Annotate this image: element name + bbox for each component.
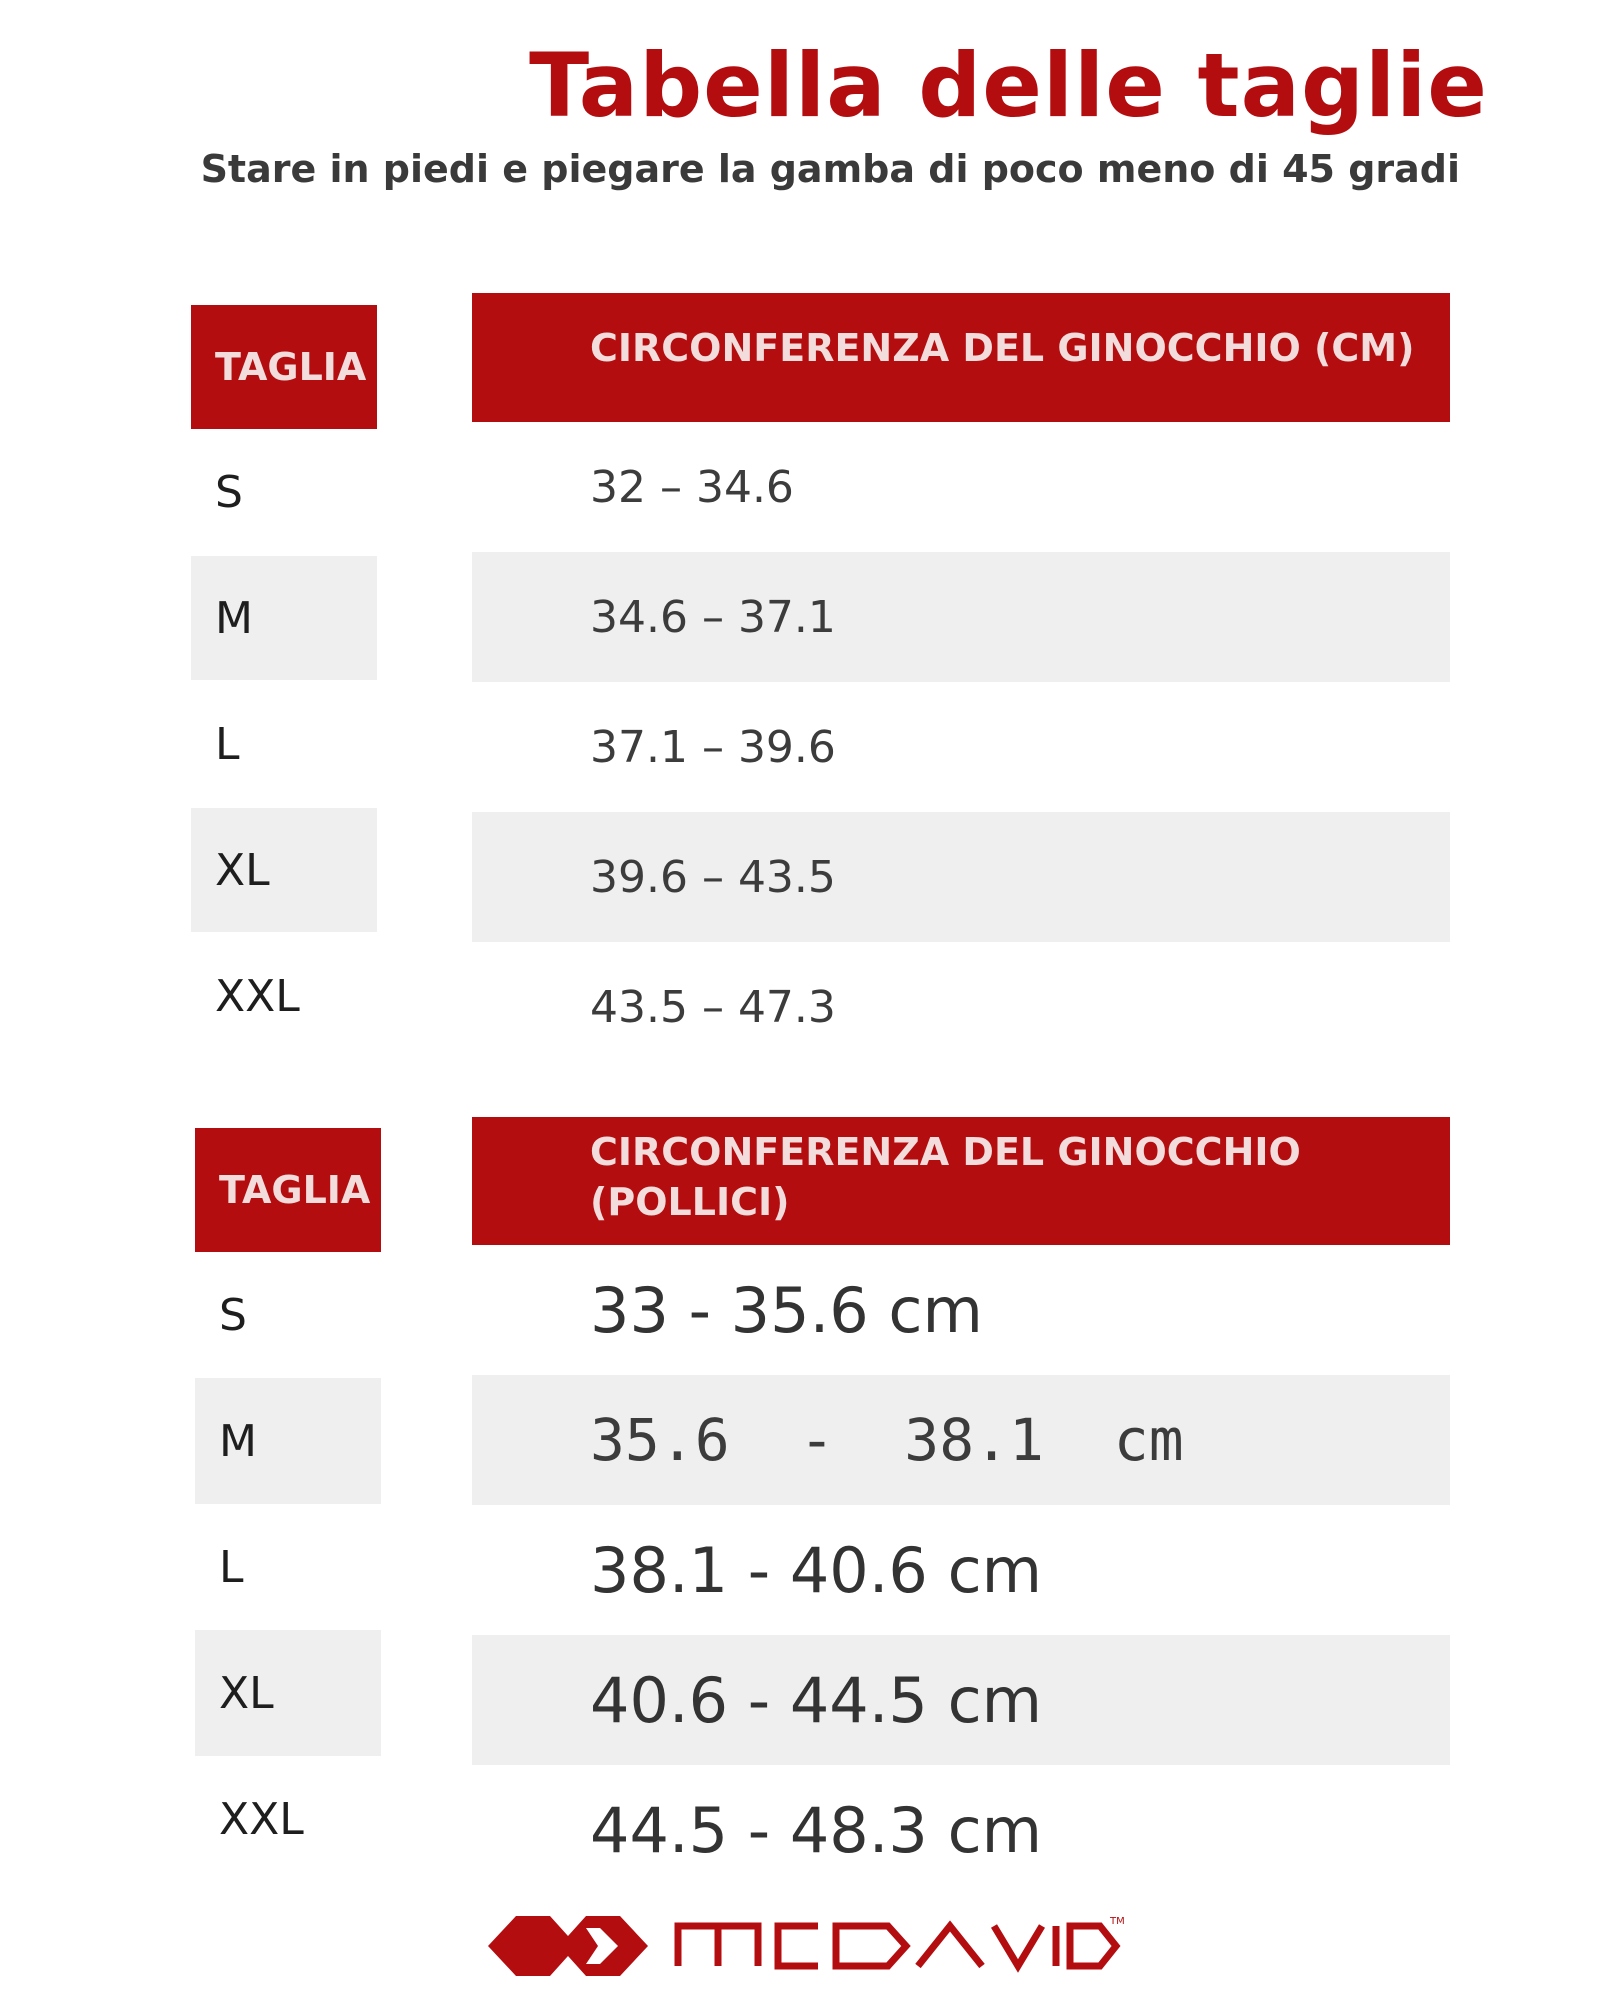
measure-column-header — [472, 1117, 1450, 1245]
table-row-range: 40.6 - 44.5 cm — [472, 1635, 1450, 1765]
table-row-size: XXL — [219, 1793, 304, 1845]
table-row-range: 35.6 - 38.1 cm — [472, 1375, 1450, 1505]
table-row-size: L — [215, 718, 240, 770]
table-row-range: 38.1 - 40.6 cm — [590, 1533, 1043, 1607]
table-row-size: S — [215, 466, 243, 518]
table-row-range: 32 – 34.6 — [590, 461, 794, 513]
mcdavid-wordmark — [678, 1926, 1116, 1966]
measure-header-line2: (POLLICI) — [590, 1180, 790, 1224]
table-row-size: XXL — [215, 970, 300, 1022]
table-row-range: 34.6 – 37.1 — [472, 552, 1450, 682]
mcdavid-emblem-icon — [488, 1916, 648, 1976]
table-row-size: XL — [191, 808, 377, 932]
table-row-range: 44.5 - 48.3 cm — [590, 1793, 1043, 1867]
table-row-size: S — [219, 1289, 247, 1341]
size-column-header: TAGLIA — [195, 1128, 381, 1252]
table-row-range: 39.6 – 43.5 — [472, 812, 1450, 942]
measure-column-header: CIRCONFERENZA DEL GINOCCHIO (CM) — [472, 293, 1450, 422]
table-row-size: M — [191, 556, 377, 680]
mcdavid-logo — [488, 1910, 1125, 1980]
table-row-range: 37.1 – 39.6 — [590, 721, 836, 773]
table-row-range: 43.5 – 47.3 — [590, 981, 836, 1033]
size-column-header: TAGLIA — [191, 305, 377, 429]
table-row-size: XL — [195, 1630, 381, 1756]
trademark-mark: TM — [1110, 1916, 1125, 1927]
page-subtitle: Stare in piedi e piegare la gamba di poco meno di 45 gradi — [200, 147, 1460, 191]
measure-header-line1: CIRCONFERENZA DEL GINOCCHIO — [590, 1130, 1301, 1174]
table-row-size: M — [195, 1378, 381, 1504]
table-row-range: 33 - 35.6 cm — [590, 1273, 983, 1347]
page-title: Tabella delle taglie — [529, 34, 1488, 137]
table-row-size: L — [219, 1541, 244, 1593]
